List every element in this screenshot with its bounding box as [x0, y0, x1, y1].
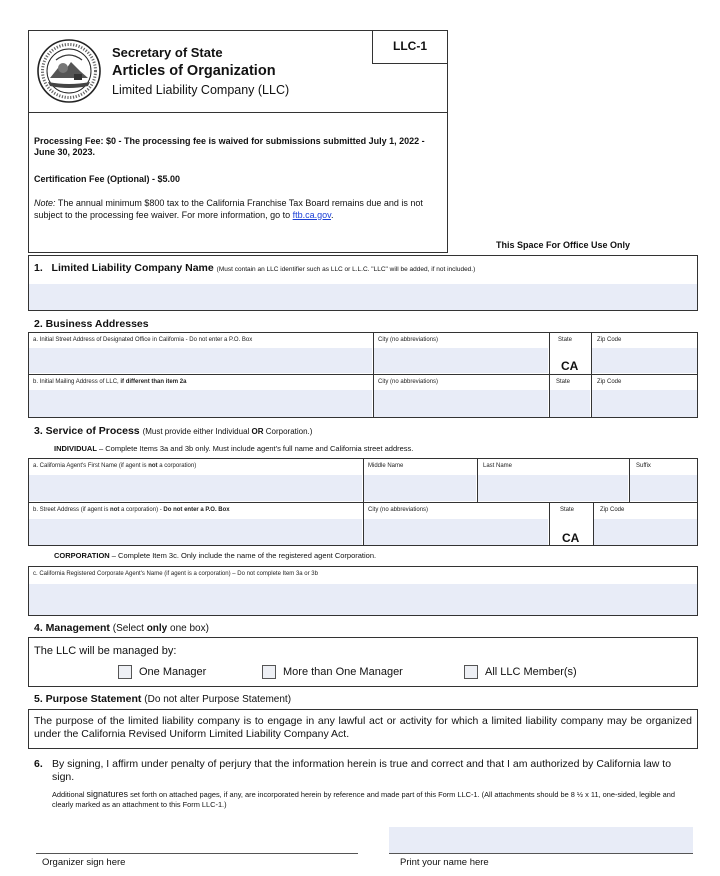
agent-street-pre: b. Street Address (if agent is — [33, 507, 111, 513]
city-label: City (no abbreviations) — [378, 337, 439, 343]
office-use-label: This Space For Office Use Only — [496, 240, 631, 250]
section-3-note-post: Corporation.) — [263, 427, 313, 436]
agent-street-input[interactable] — [29, 519, 362, 545]
state-label: State — [558, 337, 573, 343]
agent-street-label — [33, 507, 230, 513]
mailing-city-input[interactable] — [374, 390, 548, 417]
agent-first-bold: not — [148, 463, 158, 469]
section-6-num: 6. — [34, 758, 43, 770]
agent-col-divider-4 — [549, 502, 550, 546]
section-1-note: (Must contain an LLC identifier such as LLC or L.L.C. "LLC" will be added, if not included.) — [216, 266, 476, 273]
organizer-sign-label: Organizer sign here — [42, 857, 126, 868]
section-3-note — [143, 427, 313, 436]
city-input[interactable] — [374, 348, 548, 373]
mailing-zip-label: Zip Code — [597, 379, 622, 385]
section-5-title — [34, 693, 291, 705]
section-3-title — [34, 425, 312, 437]
multiple-managers-label: More than One Manager — [283, 666, 403, 678]
one-manager-checkbox[interactable] — [118, 665, 132, 679]
purpose-statement: The purpose of the limited liability company is to engage in any lawful act or activity for which a limited liability company may be organized under the California Revised Uniform Limited Liability Company Act. — [34, 715, 692, 740]
section-4-note — [113, 623, 209, 634]
agent-city-input[interactable] — [364, 519, 548, 545]
agent-first-pre: a. California Agent's First Name (if agent is — [33, 463, 149, 469]
section-4-title — [34, 622, 209, 634]
corporate-agent-label: c. California Registered Corporate Agent's Name (if agent is a corporation) – Do not complete Item 3a or 3b — [33, 571, 318, 577]
print-name-line — [389, 853, 693, 854]
agent-zip-label: Zip Code — [600, 507, 625, 513]
zip-input[interactable] — [592, 348, 697, 373]
agency-title: Secretary of State — [112, 45, 223, 60]
street-address-label: a. Initial Street Address of Designated Office in California - Do not enter a P.O. Box — [33, 337, 253, 343]
agent-first-post: a corporation) — [157, 463, 197, 469]
section-2-title: 2. Business Addresses — [34, 318, 149, 330]
state-value: CA — [561, 359, 579, 373]
state-seal-icon — [36, 38, 102, 104]
middle-name-label: Middle Name — [368, 463, 404, 469]
certification-fee: Certification Fee (Optional) - $5.00 — [34, 174, 181, 184]
signature-line — [36, 853, 358, 854]
agent-state-value: CA — [562, 531, 580, 545]
all-members-label: All LLC Member(s) — [485, 666, 577, 678]
mailing-state-input[interactable] — [550, 390, 590, 417]
agent-city-label: City (no abbreviations) — [368, 507, 429, 513]
agent-first-name-input[interactable] — [29, 475, 362, 501]
multiple-managers-checkbox[interactable] — [262, 665, 276, 679]
section-1-label: Limited Liability Company Name — [51, 262, 214, 274]
street-address-input[interactable] — [29, 348, 372, 373]
agent-street-mid: a corporation) - — [119, 507, 164, 513]
agent-last-name-input[interactable] — [478, 475, 628, 501]
attachments-pre: Additional — [52, 790, 87, 799]
individual-text: – Complete Items 3a and 3b only. Must include agent's full name and California street address. — [96, 444, 414, 453]
address-row-divider — [28, 374, 698, 375]
note-body: The annual minimum $800 tax to the California Franchise Tax Board remains due and is not subject to the processing fee waiver. For more information, go to — [34, 198, 423, 220]
form-subtitle: Limited Liability Company (LLC) — [112, 83, 290, 97]
management-intro: The LLC will be managed by: — [34, 645, 177, 657]
one-manager-label: One Manager — [139, 666, 207, 678]
section-3-note-or: OR — [251, 427, 264, 436]
mailing-state-label: State — [556, 379, 571, 385]
section-1-num: 1. — [34, 262, 43, 274]
section-4-note-pre: (Select — [112, 623, 147, 634]
mailing-label-text: b. Initial Mailing Address of LLC, — [33, 379, 121, 385]
individual-label: INDIVIDUAL — [54, 444, 97, 453]
corporate-agent-input[interactable] — [29, 584, 697, 615]
mailing-label-bold: if different than item 2a — [120, 379, 187, 385]
mailing-city-label: City (no abbreviations) — [378, 379, 439, 385]
organizer-signature-field[interactable] — [36, 829, 358, 853]
section-1-title — [34, 262, 475, 274]
print-name-label: Print your name here — [400, 857, 489, 868]
agent-street-bold1: not — [110, 507, 120, 513]
last-name-label: Last Name — [483, 463, 513, 469]
agent-suffix-input[interactable] — [630, 475, 697, 501]
section-5-note: (Do not alter Purpose Statement) — [144, 694, 292, 705]
mailing-address-label — [33, 379, 186, 385]
llc-name-input[interactable] — [29, 284, 697, 310]
signing-affirmation: By signing, I affirm under penalty of perjury that the information herein is true and correct and that I am authorized by California law to sign. — [52, 758, 672, 783]
processing-fee: Processing Fee: $0 - The processing fee is waived for submissions submitted July 1, 2022 - June 30, 2023. — [34, 136, 425, 157]
mailing-address-input[interactable] — [29, 390, 372, 417]
section-5-label: 5. Purpose Statement — [34, 693, 142, 705]
all-members-checkbox[interactable] — [464, 665, 478, 679]
suffix-label: Suffix — [636, 463, 651, 469]
attachments-note — [52, 789, 694, 810]
section-4-note-bold: only — [146, 623, 168, 634]
mailing-zip-input[interactable] — [592, 390, 697, 417]
section-3-label: 3. Service of Process — [34, 425, 140, 437]
agent-middle-name-input[interactable] — [364, 475, 476, 501]
section-3-note-pre: (Must provide either Individual — [142, 427, 252, 436]
section-4-note-post: one box) — [167, 623, 209, 634]
attachments-post: set forth on attached pages, if any, are incorporated herein by reference and made part of this Form LLC-1. (All attachments should be 8 ½ x 11, one-sided, legible and clearly marked as an attachment to this Form LLC-1.) — [52, 790, 675, 809]
agent-first-name-label — [33, 463, 196, 469]
individual-instructions — [54, 444, 413, 453]
corporation-text: – Complete Item 3c. Only include the name of the registered agent Corporation. — [109, 551, 377, 560]
corporation-instructions — [54, 551, 376, 560]
note-label: Note: — [34, 198, 56, 208]
agent-street-bold2: Do not enter a P.O. Box — [163, 507, 230, 513]
ftb-link[interactable]: ftb.ca.gov — [292, 209, 331, 220]
attachments-signatures: signatures — [86, 789, 129, 799]
section-4-label: 4. Management — [34, 622, 110, 634]
note-end: . — [331, 209, 334, 220]
tax-note — [34, 198, 434, 221]
corporation-label: CORPORATION — [54, 551, 110, 560]
form-code: LLC-1 — [393, 39, 427, 53]
agent-zip-input[interactable] — [594, 519, 697, 545]
zip-label: Zip Code — [597, 337, 622, 343]
agent-state-label: State — [560, 507, 575, 513]
print-name-input[interactable] — [389, 827, 693, 853]
header-divider — [28, 112, 448, 113]
form-title: Articles of Organization — [112, 63, 276, 79]
